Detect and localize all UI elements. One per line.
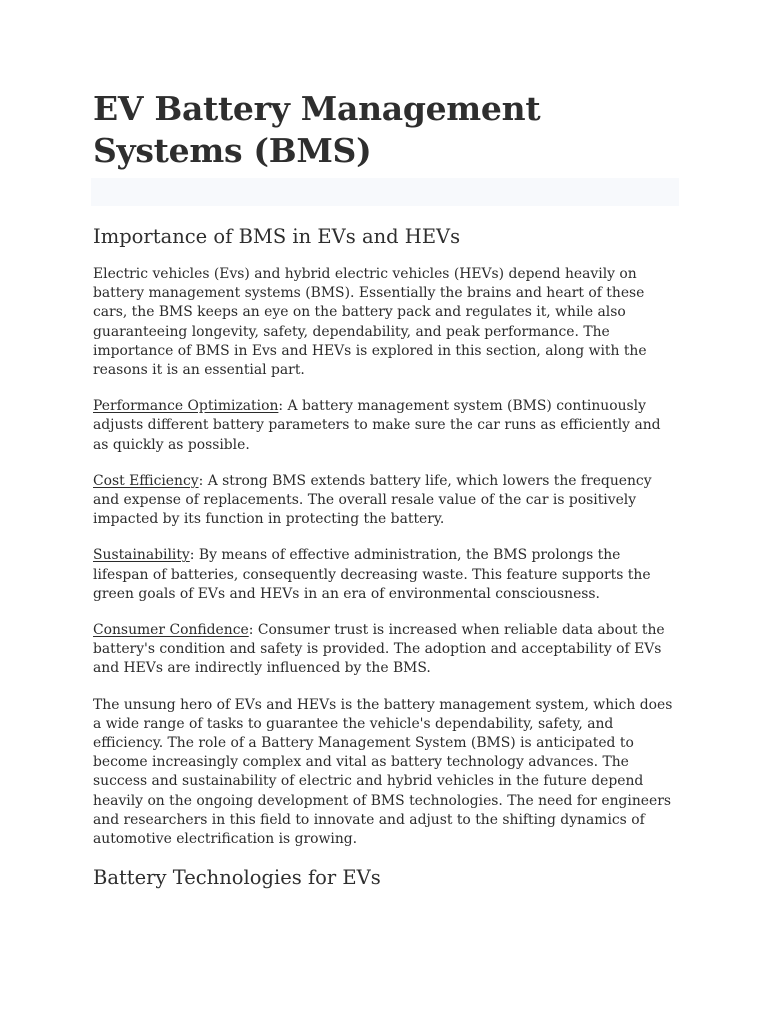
point-text-sustainability: : By means of effective administration, the BMS prolongs the lifespan of batteries, consequently decreasing waste. This feature supports the green goals of EVs and HEVs in an era of environmental consciousness. [93, 547, 651, 602]
section-heading-battery-technologies: Battery Technologies for EVs [93, 866, 381, 890]
intro-paragraph: Electric vehicles (Evs) and hybrid electric vehicles (HEVs) depend heavily on battery management systems (BMS). Essentially the brains and heart of these cars, the BMS keeps an eye on the battery pack and regulates it, while also guaranteeing longevity, safety, dependability, and peak performance. The importance of BMS in Evs and HEVs is explored in this section, along with the reasons it is an essential part. [93, 266, 647, 379]
section-heading-importance: Importance of BMS in EVs and HEVs [93, 225, 461, 248]
term-consumer-confidence: Consumer Confidence [93, 622, 249, 639]
point-consumer-confidence [93, 621, 677, 679]
point-text-performance-optimization: : A battery management system (BMS) continuously adjusts different battery parameters to make sure the car runs as efficiently and as quickly as possible. [93, 398, 661, 453]
point-sustainability [93, 546, 677, 604]
term-cost-efficiency: Cost Efficiency [93, 472, 199, 489]
term-performance-optimization: Performance Optimization [93, 398, 279, 415]
term-sustainability: Sustainability [93, 547, 190, 564]
conclusion-paragraph: The unsung hero of EVs and HEVs is the battery management system, which does a wide range of tasks to guarantee the vehicle's dependability, safety, and efficiency. The role of a Battery Management System (BMS) is anticipated to become increasingly complex and vital as battery technology advances. The success and sustainability of electric and hybrid vehicles in the future depend heavily on the ongoing development of BMS technologies. The need for engineers and researchers in this field to innovate and adjust to the shifting dynamics of automotive electrification is growing. [93, 696, 673, 848]
title-band [91, 178, 679, 206]
point-text-consumer-confidence: : Consumer trust is increased when reliable data about the battery's condition and safety is provided. The adoption and acceptability of EVs and HEVs are indirectly influenced by the BMS. [93, 622, 665, 677]
point-cost-efficiency [93, 472, 677, 530]
document-title: EV Battery Management Systems (BMS) [93, 89, 541, 170]
point-text-cost-efficiency: : A strong BMS extends battery life, which lowers the frequency and expense of replacements. The overall resale value of the car is positively impacted by its function in protecting the battery. [93, 472, 652, 528]
document-page [93, 88, 677, 891]
point-performance-optimization [93, 397, 677, 455]
